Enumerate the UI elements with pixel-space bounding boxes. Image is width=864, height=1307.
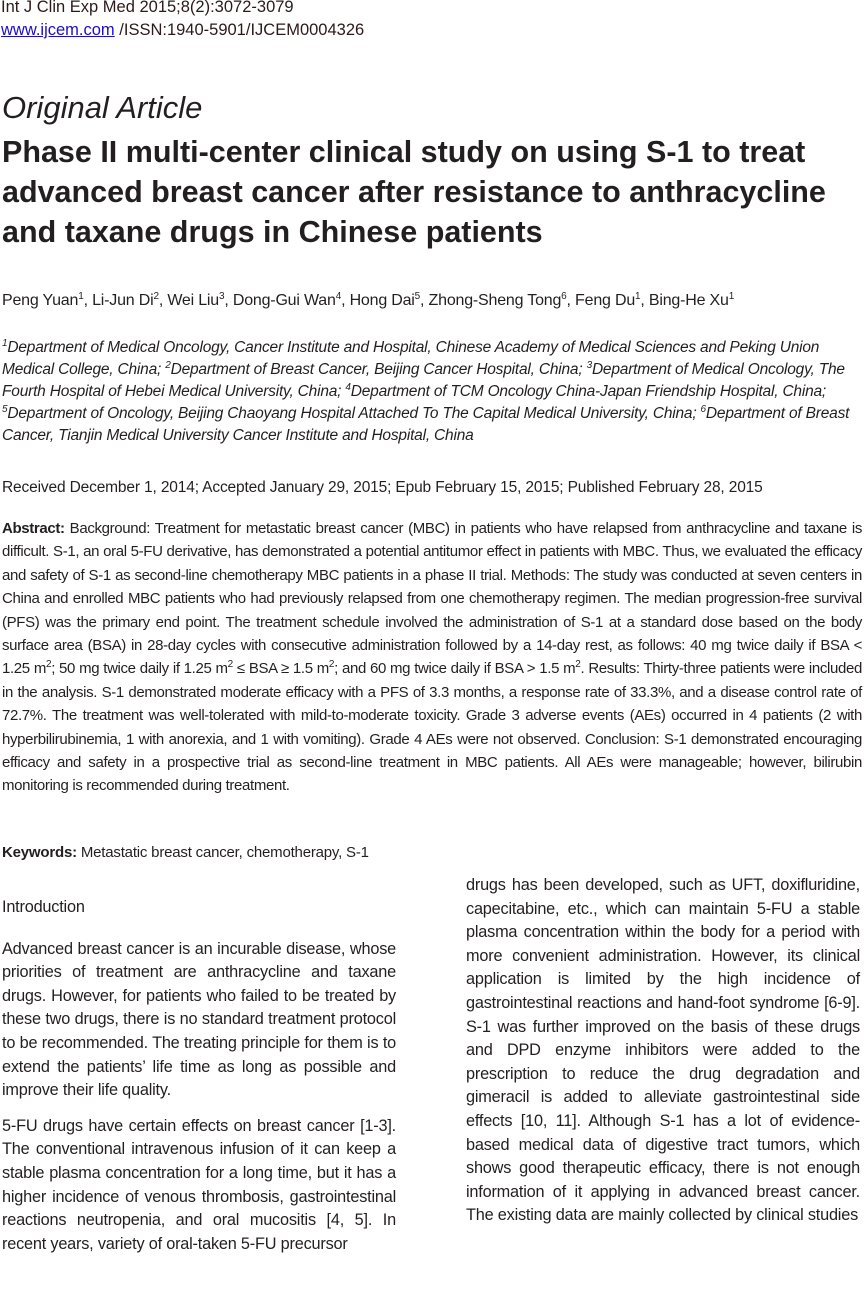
journal-url-link[interactable]: www.ijcem.com (1, 21, 115, 39)
affiliation: Department of Breast Cancer, Tianjin Medical University Cancer Institute and Hospital, China (2, 405, 850, 444)
author-list: Peng Yuan$^1$, Li-Jun Di$^2$, Wei Liu$^3$, Dong-Gui Wan$^4$, Hong Dai$^5$, Zhong-Sheng Tong$^6$, Feng Du$^1$, Bing-He Xu$^1$ (2, 291, 735, 309)
paragraph: drugs has been developed, such as UFT, doxifluridine, capecitabine, etc., which can maintain 5-FU a stable plasma concentration within the body for a period with more convenient administration. However, its clinical application is limited by the high incidence of gastrointestinal reactions and hand-foot syndrome [6-9]. S-1 was further improved on the basis of these drugs and DPD enzyme inhibitors were added to the prescription to reduce the drug degradation and gimeracil is added to alleviate gastrointestinal side effects [10, 11]. Although S-1 has a lot of evidence-based medical data of digestive tract tumors, which shows good therapeutic efficacy, there is not enough information of it applying in advanced breast cancer. The existing data are mainly collected by clinical studies (466, 876, 860, 1225)
section-heading-introduction: Introduction (2, 898, 85, 916)
author: Wei Liu$^3$ (167, 291, 225, 309)
article-type: Original Article (2, 90, 203, 125)
affiliation: Department of Medical Oncology, Cancer Institute and Hospital, Chinese Academy of Medical Sciences and Peking Union Medical College, China; (2, 339, 820, 378)
author: Peng Yuan$^1$ (2, 291, 84, 309)
author: Zhong-Sheng Tong$^6$ (428, 291, 567, 309)
author: Li-Jun Di$^2$ (92, 291, 159, 309)
issn: /ISSN:1940-5901/IJCEM0004326 (114, 21, 365, 39)
body-column-left (2, 896, 396, 1268)
journal-id-line (1, 19, 364, 41)
keywords: Keywords: Metastatic breast cancer, chemotherapy, S-1 (2, 844, 369, 861)
journal-citation: Int J Clin Exp Med 2015;8(2):3072-3079 (1, 0, 294, 16)
affiliation: Department of Oncology, Beijing Chaoyang Hospital Attached To The Capital Medical University, China; (7, 405, 701, 422)
article-title: Phase II multi-center clinical study on using S-1 to treat advanced breast cancer after resistance to anthracycline and taxane drugs in Chinese patients (2, 135, 826, 249)
author: Hong Dai$^5$ (349, 291, 421, 309)
paragraph: Advanced breast cancer is an incurable disease, whose priorities of treatment are anthracycline and taxane drugs. However, for patients who failed to be treated by these two drugs, there is no standard treatment protocol to be recommended. The treating principle for them is to extend the patients’ life time as long as possible and improve their life quality. (2, 939, 396, 1100)
body-column-right (466, 874, 860, 1240)
paragraph: 5-FU drugs have certain effects on breast cancer [1-3]. The conventional intravenous infusion of it can keep a stable plasma concentration for a long time, but it has a higher incidence of venous thrombosis, gastrointestinal reactions neutropenia, and oral mucositis [4, 5]. In recent years, variety of oral-taken 5-FU precursor (2, 1116, 396, 1253)
abstract: Abstract: Background: Treatment for metastatic breast cancer (MBC) in patients who have relapsed from anthracycline and taxane is difficult. S-1, an oral 5-FU derivative, has demonstrated a potential antitumor effect in patients with MBC. Thus, we evaluated the efficacy and safety of S-1 as second-line chemotherapy MBC patients in a phase II trial. Methods: The study was conducted at seven centers in China and enrolled MBC patients who had previously relapsed from one chemotherapy regimen. The median progression-free survival (PFS) was the primary end point. The treatment schedule involved the administration of S-1 at a standard dose based on the body surface area (BSA) in 28-day cycles with consecutive administration followed by a 14-day rest, as follows: 40 mg twice daily if BSA < 1.25 $m^2$; 50 mg twice daily if 1.25 $m^2$ ≤ BSA ≥ 1.5 $m^2$; and 60 mg twice daily if BSA > 1.5 $m^2$. Results: Thirty-three patients were included in the analysis. S-1 demonstrated moderate efficacy with a PFS of 3.3 months, a response rate of 33.3%, and a disease control rate of 72.7%. The treatment was well-tolerated with mild-to-moderate toxicity. Grade 3 adverse events (AEs) occurred in 4 patients (2 with hyperbilirubinemia, 1 with anorexia, and 1 with vomiting). Grade 4 AEs were not observed. Conclusion: S-1 demonstrated encouraging efficacy and safety in a prospective trial as second-line treatment in MBC patients. All AEs were manageable; however, bilirubin monitoring is recommended during treatment. (2, 520, 862, 795)
author: Bing-He Xu$^1$ (648, 291, 735, 309)
abstract-label: Abstract: (2, 520, 65, 537)
author: Feng Du$^1$ (575, 291, 641, 309)
author: Dong-Gui Wan$^4$ (232, 291, 342, 309)
affiliation: Department of Medical Oncology, The Fourth Hospital of Hebei Medical University, China; (2, 361, 845, 400)
affiliation: Department of TCM Oncology China-Japan Friendship Hospital, China; (350, 383, 827, 400)
keywords-label: Keywords: (2, 844, 77, 861)
publication-dates: Received December 1, 2014; Accepted January 29, 2015; Epub February 15, 2015; Published February 28, 2015 (2, 479, 763, 496)
affiliations: $^1$Department of Medical Oncology, Cancer Institute and Hospital, Chinese Academy of Medical Sciences and Peking Union Medical College, China; $^2$Department of Breast Cancer, Beijing Cancer Hospital, China; $^3$Department of Medical Oncology, The Fourth Hospital of Hebei Medical University, China; $^4$Department of TCM Oncology China-Japan Friendship Hospital, China; $^5$Department of Oncology, Beijing Chaoyang Hospital Attached To The Capital Medical University, China; $^6$Department of Breast Cancer, Tianjin Medical University Cancer Institute and Hospital, China (2, 338, 850, 444)
affiliation: Department of Breast Cancer, Beijing Cancer Hospital, China; (170, 361, 587, 378)
